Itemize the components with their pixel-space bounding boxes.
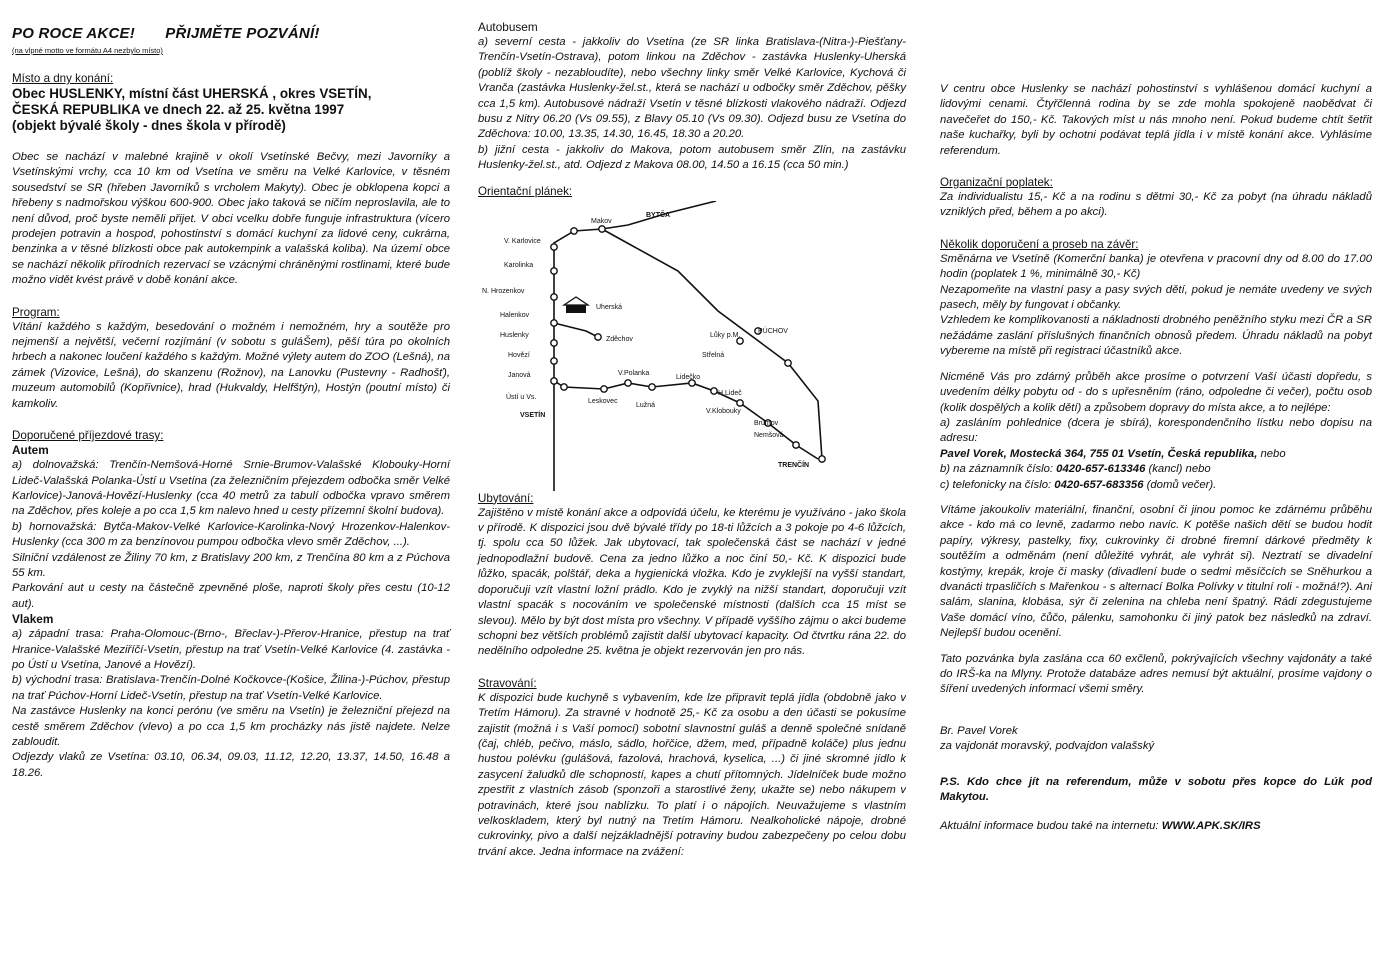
map-label-usti: Ústí u Vs.: [506, 393, 537, 401]
map-node-hovezi: [551, 339, 557, 345]
map-node-halenkov: [551, 293, 557, 299]
map-label-leskovec: Leskovec: [588, 397, 618, 405]
map-node-vpolanka: [625, 379, 631, 385]
map-label-nhrozenkov: N. Hrozenkov: [482, 287, 525, 295]
column-right: [940, 10, 1372, 835]
recommend-p5: Vítáme jakoukoliv materiální, finanční, osobní či jinou pomoc ke zdárnému průběhu akce - kdo má co levně, zadarmo nebo navíc. K potěše našich dětí se budou hodit papíry, výkresy, pastelky, fixy, cukrovinky či drobné firemní dárkové předměty k soutěžím a odměnám (není důležité vyhrát, ale vyhrát si). Neztratí se divadelní kostýmy, krepák, kroje či masky (divadlení bude o sedmi měsíčcích se Sněhurkou a dvanácti trpasličích s Mařenkou - s alternací Bolka Polívky v titulní roli - možná!?). Ani salám, slanina, klobása, sýr či zelenina na chleba není špatný. Rádi zdegustujeme Vaše domácí víno, čůčo, pálenku, samohonku či jiný patok bez následků na zdraví. Nejlepší budou ocenění.: [940, 503, 1372, 640]
subnote: (na vlpné motto ve formátu A4 nezbylo místo): [12, 46, 163, 55]
recommend-p4: Nicméně Vás pro zdárný průběh akce prosíme o potvrzení Vaší účasti dopředu, s uvedením délky pobytu od - do s upřesněním (ráno, odpoledne či večer), počtu osob (kolik dospělých a kolik dětí) a způsobem dopravy do místa akce, a to nejlépe:: [940, 370, 1372, 414]
bus-route-b: b) jižní cesta - jakkoliv do Makova, potom autobusem směr Zlín, na zastávku Huslenky-žel.st., atd. Odjezd z Makova 08.00, 14.50 a 16.15 (cca 50 min.): [478, 143, 906, 172]
web-info: [940, 819, 1372, 834]
accommodation-section: [478, 491, 906, 660]
car-route-a: a) dolnovažská: Trenčín-Nemšová-Horné Srnie-Brumov-Valašské Klobouky-Horní Lideč-Valašská Polanka-Ústí u Vsetína (za železničním přejezdem odbočka směr Velké Karlovice)-Janová-Hovězí-Huslenky (cca 40 metrů za tabulí odbočka vpravo směrem na Zděchov, přes koleje a po cca 1,5 km nalevo hned u cesty přízemní školní budova).: [12, 459, 450, 518]
place-heading: [12, 86, 450, 134]
accommodation-label: Ubytování:: [478, 491, 534, 505]
food-section: [478, 676, 906, 859]
map-label-brumov: Brumov: [754, 419, 779, 427]
title-part1: PO ROCE AKCE!: [12, 25, 135, 42]
map-label-hovezi: Hovězí: [508, 351, 530, 359]
p4c-pre: c) telefonicky na číslo:: [940, 478, 1052, 491]
address: Pavel Vorek, Mostecká 364, 755 01 Vsetín, Česká republika,: [940, 447, 1258, 460]
map-label: Orientační plánek:: [478, 184, 573, 198]
recommend-section: [940, 237, 1372, 698]
train-times: Odjezdy vlaků ze Vsetína: 03.10, 06.34, 09.03, 11.12, 12.20, 13.37, 14.50, 16.48 a 18.26.: [12, 751, 450, 779]
place-label: Místo a dny konání:: [12, 72, 114, 85]
school-icon: [564, 297, 588, 313]
train-route-b: b) východní trasa: Bratislava-Trenčín-Dolné Kočkovce-(Košice, Žilina-)-Púchov, přestup na trať Púchov-Horní Lideč-Vsetín, přestup na trať Vsetín-Velké Karlovice.: [12, 674, 450, 702]
orientation-map: [478, 201, 838, 491]
map-label-karolinka: Karolinka: [504, 261, 534, 269]
map-node-nemsova: [793, 441, 799, 447]
map-label-bytca: BYTČA: [646, 211, 671, 219]
recommend-p1: Směnárna ve Vsetíně (Komerční banka) je otevřena v pracovní dny od 8.00 do 17.00 hodin (poplatek 1 %, minimálně 30,- Kč): [940, 252, 1372, 281]
address-suffix: nebo: [1260, 447, 1286, 460]
train-note: Na zastávce Huslenky na konci perónu (ve směru na Vsetín) je železniční přejezd na cestě směrem Zděchov (vlevo) a po cca 1,5 km procházky nás jistě najdete. Nelze zabloudit.: [12, 705, 450, 748]
answering-machine-number: 0420-657-613346: [1056, 463, 1146, 476]
title-part2: PŘIJMĚTE POZVÁNÍ!: [165, 25, 320, 42]
fee-text: Za individualistu 15,- Kč a na rodinu s dětmi 30,- Kč za pobyt (na úhradu nákladů vzniklých před, během a po akci).: [940, 191, 1372, 219]
phone-number: 0420-657-683356: [1054, 478, 1144, 491]
train-label: Vlakem: [12, 612, 54, 627]
place-line1: Obec HUSLENKY, místní část UHERSKÁ , okres VSETÍN,: [12, 86, 372, 101]
web-url: WWW.APK.SK/IRS: [1161, 820, 1261, 833]
map-label-nemsova: Nemšová: [754, 431, 784, 439]
road-vsetin-trencin: [554, 381, 818, 459]
map-label-makov: Makov: [591, 217, 612, 225]
web-pre: Aktuální informace budou také na internetu:: [940, 820, 1159, 833]
routes-label: Doporučené příjezdové trasy:: [12, 429, 164, 443]
map-label-vpolanka: V.Polanka: [618, 369, 650, 377]
map-node-leskovec: [601, 385, 607, 391]
program-section: [12, 305, 450, 412]
map-label-luky: Lůky p.M.: [710, 331, 741, 339]
routes-section: [12, 428, 450, 781]
accommodation-text: Zajištěno v místě konání akce a odpovídá účelu, ke kterému je využíváno - jako škola v přírodě. K dispozici jsou dvě bývalé třídy po 18-ti lůžcích a 3 pokoje po 4-6 lůžcích, tj. spolu cca 50 lůžek. Jak ubytovací, tak společenská část se nachází v jedné jednopodlažní budově. Cena za jedno lůžko a noc činí 50,- Kč. K dispozici bude lůžko, spacák, polštář, deka a hygienická vložka. Kdo je zvyklejší na vyšší standart, doporučuji vzít vlastní ložní prádlo. Kdo je zvyklý na nižší standart, doporučuji vzít vlastní spacák s nocováním ve společenské místnosti (dalších cca 15 míst se slevou). Mělo by být dost místa pro všechny. V případě vyššího zájmu o akci budeme schopni bez větších problémů zajistit další ubytovací kapacity. Od čtvrtku rána 22. do nedělního odpoledne 25. května je objekt rezervován jen pro nás.: [478, 506, 906, 658]
recommend-p3: Vzhledem ke komplikovanosti a nákladnosti drobného peněžního styku mezi ČR a SR nežádáme zaslání příslušných finančních obnosů předem. Úhradu nákladů na pobyt vybereme na místě při registraci účastníků akce.: [940, 314, 1372, 358]
map-node-vkarlovice: [571, 227, 577, 233]
map-label-zdechov: Zděchov: [606, 335, 633, 343]
map-node-luzna: [649, 383, 655, 389]
food-text: K dispozici bude kuchyně s vybavením, kde lze připravit teplá jídla (obdobně jako v Tretím Hámoru). Za stravné v hodnotě 25,- Kč za osobu a den účasti se pokusíme zajistit (možná i s Vaší pomocí) sobotní slavnostní guláš a denně společné snídaně (čaj, chléb, pečivo, máslo, sádlo, hořčice, džem, med, případně koláče) plus jednu hustou polévku (gulášová, fazolová, hrachová, kyselica, ...) či jiné skromné jídlo k zasycení žaludků dle schopností, kapes a chutí přítomných. Jídelníček bude možno zpestřit z vlastních zásob (sponzoři a starostlivé ženy, ukažte se) nebo nákupem v potravinách, které jsou nablízku. To platí i o nápojích. Neuvažujeme s vlastním velkoskladem, který byl nutný na Tretím Hámoru. Nealkoholické nápoje, drobné cukrovinky, pivo a další nejzákladnější potraviny budou zabezpečeny po celou dobu trvání akce. Jedna informace na zvážení:: [478, 691, 906, 858]
recommend-p6: Tato pozvánka byla zaslána cca 60 exčlenů, pokrývajících všechny vajdonáty a také do IRŠ-ka na Mlyny. Protože databáze adres nemusí být aktuální, prosíme vajdony o šíření uvedených informací všemi směry.: [940, 652, 1372, 696]
map-label-hlidec: H.Lideč: [718, 389, 742, 397]
place-line3: (objekt bývalé školy - dnes škola v přírodě): [12, 118, 286, 133]
map-svg: [478, 201, 838, 491]
place-line2: ČESKÁ REPUBLIKA ve dnech 22. až 25. května 1997: [12, 102, 345, 117]
map-node-nhrozenkov: [551, 267, 557, 273]
car-distances: Silniční vzdálenost ze Žiliny 70 km, z Bratislavy 200 km, z Trenčína 80 km a z Púchova 55 km.: [12, 551, 450, 579]
program-text: Vítání každého s každým, besedování o možném i nemožném, hry a soutěže pro nejmenší a největší, večerní rozjímání (v sobotu s guláŠem), pěší túra po okolních hrbech a nakonec loučení každého s každým. Možné výlety autem do ZOO (Lešná), na zámek (Vizovice, Lešná), do skanzenu (Rožnov), na Lanovku (Pustevny - Radhošť), muzeum automobilů (Kopřivnice), hrad (Hukvaldy, Helfštýn), Hostýn (poutní místo) či kamkoliv.: [12, 320, 450, 410]
place-section: [12, 71, 450, 134]
fee-label: Organizační poplatek:: [940, 176, 1053, 190]
map-node-trencin: [819, 455, 825, 461]
map-node-makov: [599, 225, 605, 231]
column-middle: [478, 20, 906, 859]
bus-route-a: a) severní cesta - jakkoliv do Vsetína (ze SR linka Bratislava-(Nitra-)-Piešťany-Trenčín-Vsetín-Ostrava), potom linkou na Zděchov - zastávka Huslenky-Uherská (poblíž školy - nezabloudíte), nebo všechny linky směr Velké Karlovice, Kychová či Vranča (zastávka Huslenky-žel.st., která se nachází u odbočky směr Zděchov, pěšky cca 1,5 km). Autobusové nádraží Vsetín v těsné blízkosti vlakového nádraží. Odjezd busu z Nitry 06.20 (Vs 09.55), z Blavy 05.10 (Vs 09.30). Odjezd busu ze Vsetína do Zděchova: 10.00, 13.35, 14.30, 16.45, 18.30 a 20.20.: [478, 36, 906, 141]
column-left: [12, 0, 450, 781]
map-node-puchov: [785, 359, 791, 365]
page-title: [12, 25, 450, 43]
p4b-post: (kancl) nebo: [1148, 463, 1211, 476]
map-label-vsetin: VSETÍN: [520, 411, 546, 419]
recommend-p4a: a) zasláním pohlednice (dcera je sbírá), korespondenčního lístku nebo dopisu na adresu:: [940, 416, 1372, 445]
car-label: Autem: [12, 443, 49, 458]
p4b-pre: b) na záznamník číslo:: [940, 463, 1054, 476]
map-label-vkarlovice: V. Karlovice: [504, 237, 541, 245]
recommend-address: [940, 447, 1372, 462]
map-label-trencin: TRENČÍN: [778, 461, 810, 469]
map-label-strelna: Střelná: [702, 351, 725, 359]
map-label-puchov: PÚCHOV: [758, 327, 788, 335]
program-label: Program:: [12, 305, 60, 319]
signature-name: Br. Pavel Vorek: [940, 724, 1018, 737]
map-label-lidecko: Lidečko: [676, 373, 701, 381]
map-node-karolinka: [551, 243, 557, 249]
map-node-janova: [551, 357, 557, 363]
map-label-janova: Janová: [508, 371, 531, 379]
recommend-p2: Nezapomeňte na vlastní pasy a pasy svých dětí, pokud je nemáte uvedeny ve svých pasech, měly by fungovat i občanky.: [940, 283, 1372, 312]
intro-paragraph: Obec se nachází v malebné krajině v okolí Vsetínské Bečvy, mezi Javorníky a Vsetínskými vrchy, cca 10 km od Vsetína ve směru na Velké Karlovice, v těsném sousedství se SR (hřeben Javorníků s vrcholem Makyty). Obec je obklopena kopci a hřebeny s nadmořskou výškou 600-900. Obec jako taková se ničím neproslavila, ale to není důvod, proč byste neměli přijet. V obci vcelku dobře funguje infrastruktura (vícero prodejen potravin a hospod, pohostinství s domácí kuchyní za lidové ceny, cukrárna, benzinka a v těsné blízkosti obce pak autokempink a valašská koliba). Na území obce se nachází několik přírodních rezervací se vzácnými chráněnými rostlinami, které bude možno vidět kvést právě v době konání akce.: [12, 151, 450, 287]
p4c-post: (domů večer).: [1146, 478, 1217, 491]
recommend-label: Několik doporučení a proseb na závěr:: [940, 237, 1139, 251]
fee-section: [940, 175, 1372, 221]
car-route-b: b) hornovažská: Bytča-Makov-Velké Karlovice-Karolinka-Nový Hrozenkov-Halenkov-Huslenky (cca 300 m za benzínovou pumpou odbočka vlevo směr Zděchov, ...).: [12, 520, 450, 549]
map-node-zdechov: [595, 333, 601, 339]
signature-block: [940, 724, 1372, 755]
road-karlovice-makov: [554, 201, 716, 491]
map-node-hlidec: [711, 387, 717, 393]
map-label-uherska: Uherská: [596, 303, 623, 311]
signature-role: za vajdonát moravský, podvajdon valašský: [940, 740, 1155, 753]
recommend-p4b: [940, 462, 1372, 477]
bus-label: Autobusem: [478, 20, 538, 34]
car-parking: Parkování aut u cesty na částečně zpevněné ploše, naproti školy přes cestu (10-12 aut).: [12, 582, 450, 610]
map-node-huslenky: [551, 319, 557, 325]
map-section: [478, 184, 906, 491]
road-zdechov: [554, 323, 598, 337]
map-label-halenkov: Halenkov: [500, 311, 530, 319]
train-route-a: a) západní trasa: Praha-Olomouc-(Brno-, Břeclav-)-Přerov-Hranice, přestup na trať Hranice-Valašské Meziříčí-Vsetín, přestup na trať Vsetín-Velké Karlovice (4. zastávka - po Ústí u Vsetína, Janové a Hovězí).: [12, 628, 450, 671]
postscript: P.S. Kdo chce jít na referendum, může v sobotu přes kopce do Lúk pod Makytou.: [940, 775, 1372, 804]
recommend-p4c: [940, 478, 1372, 493]
food-text-2: V centru obce Huslenky se nachází pohostinství s vyhlášenou domácí kuchyní a lidovými cenami. Čtyřčlenná rodina by se zde mohla spokojeně naobědvat či navečeřet do 150,- Kč. Takových míst u nás mnoho není. Pokud budeme chtít šetřit naše kuchařky, byli by ochotni podávat teplá jídla i v místě konání akce. Vyhlásíme referendum.: [940, 83, 1372, 157]
map-node-usti: [551, 377, 557, 383]
map-node-vklobouky: [737, 399, 743, 405]
map-label-luzna: Lužná: [636, 401, 656, 409]
road-makov-puchov: [602, 229, 822, 459]
food-label: Stravování:: [478, 676, 537, 690]
map-label-huslenky: Huslenky: [500, 331, 529, 339]
map-label-vklobouky: V.Klobouky: [706, 407, 741, 415]
map-node-vsetin: [561, 383, 567, 389]
